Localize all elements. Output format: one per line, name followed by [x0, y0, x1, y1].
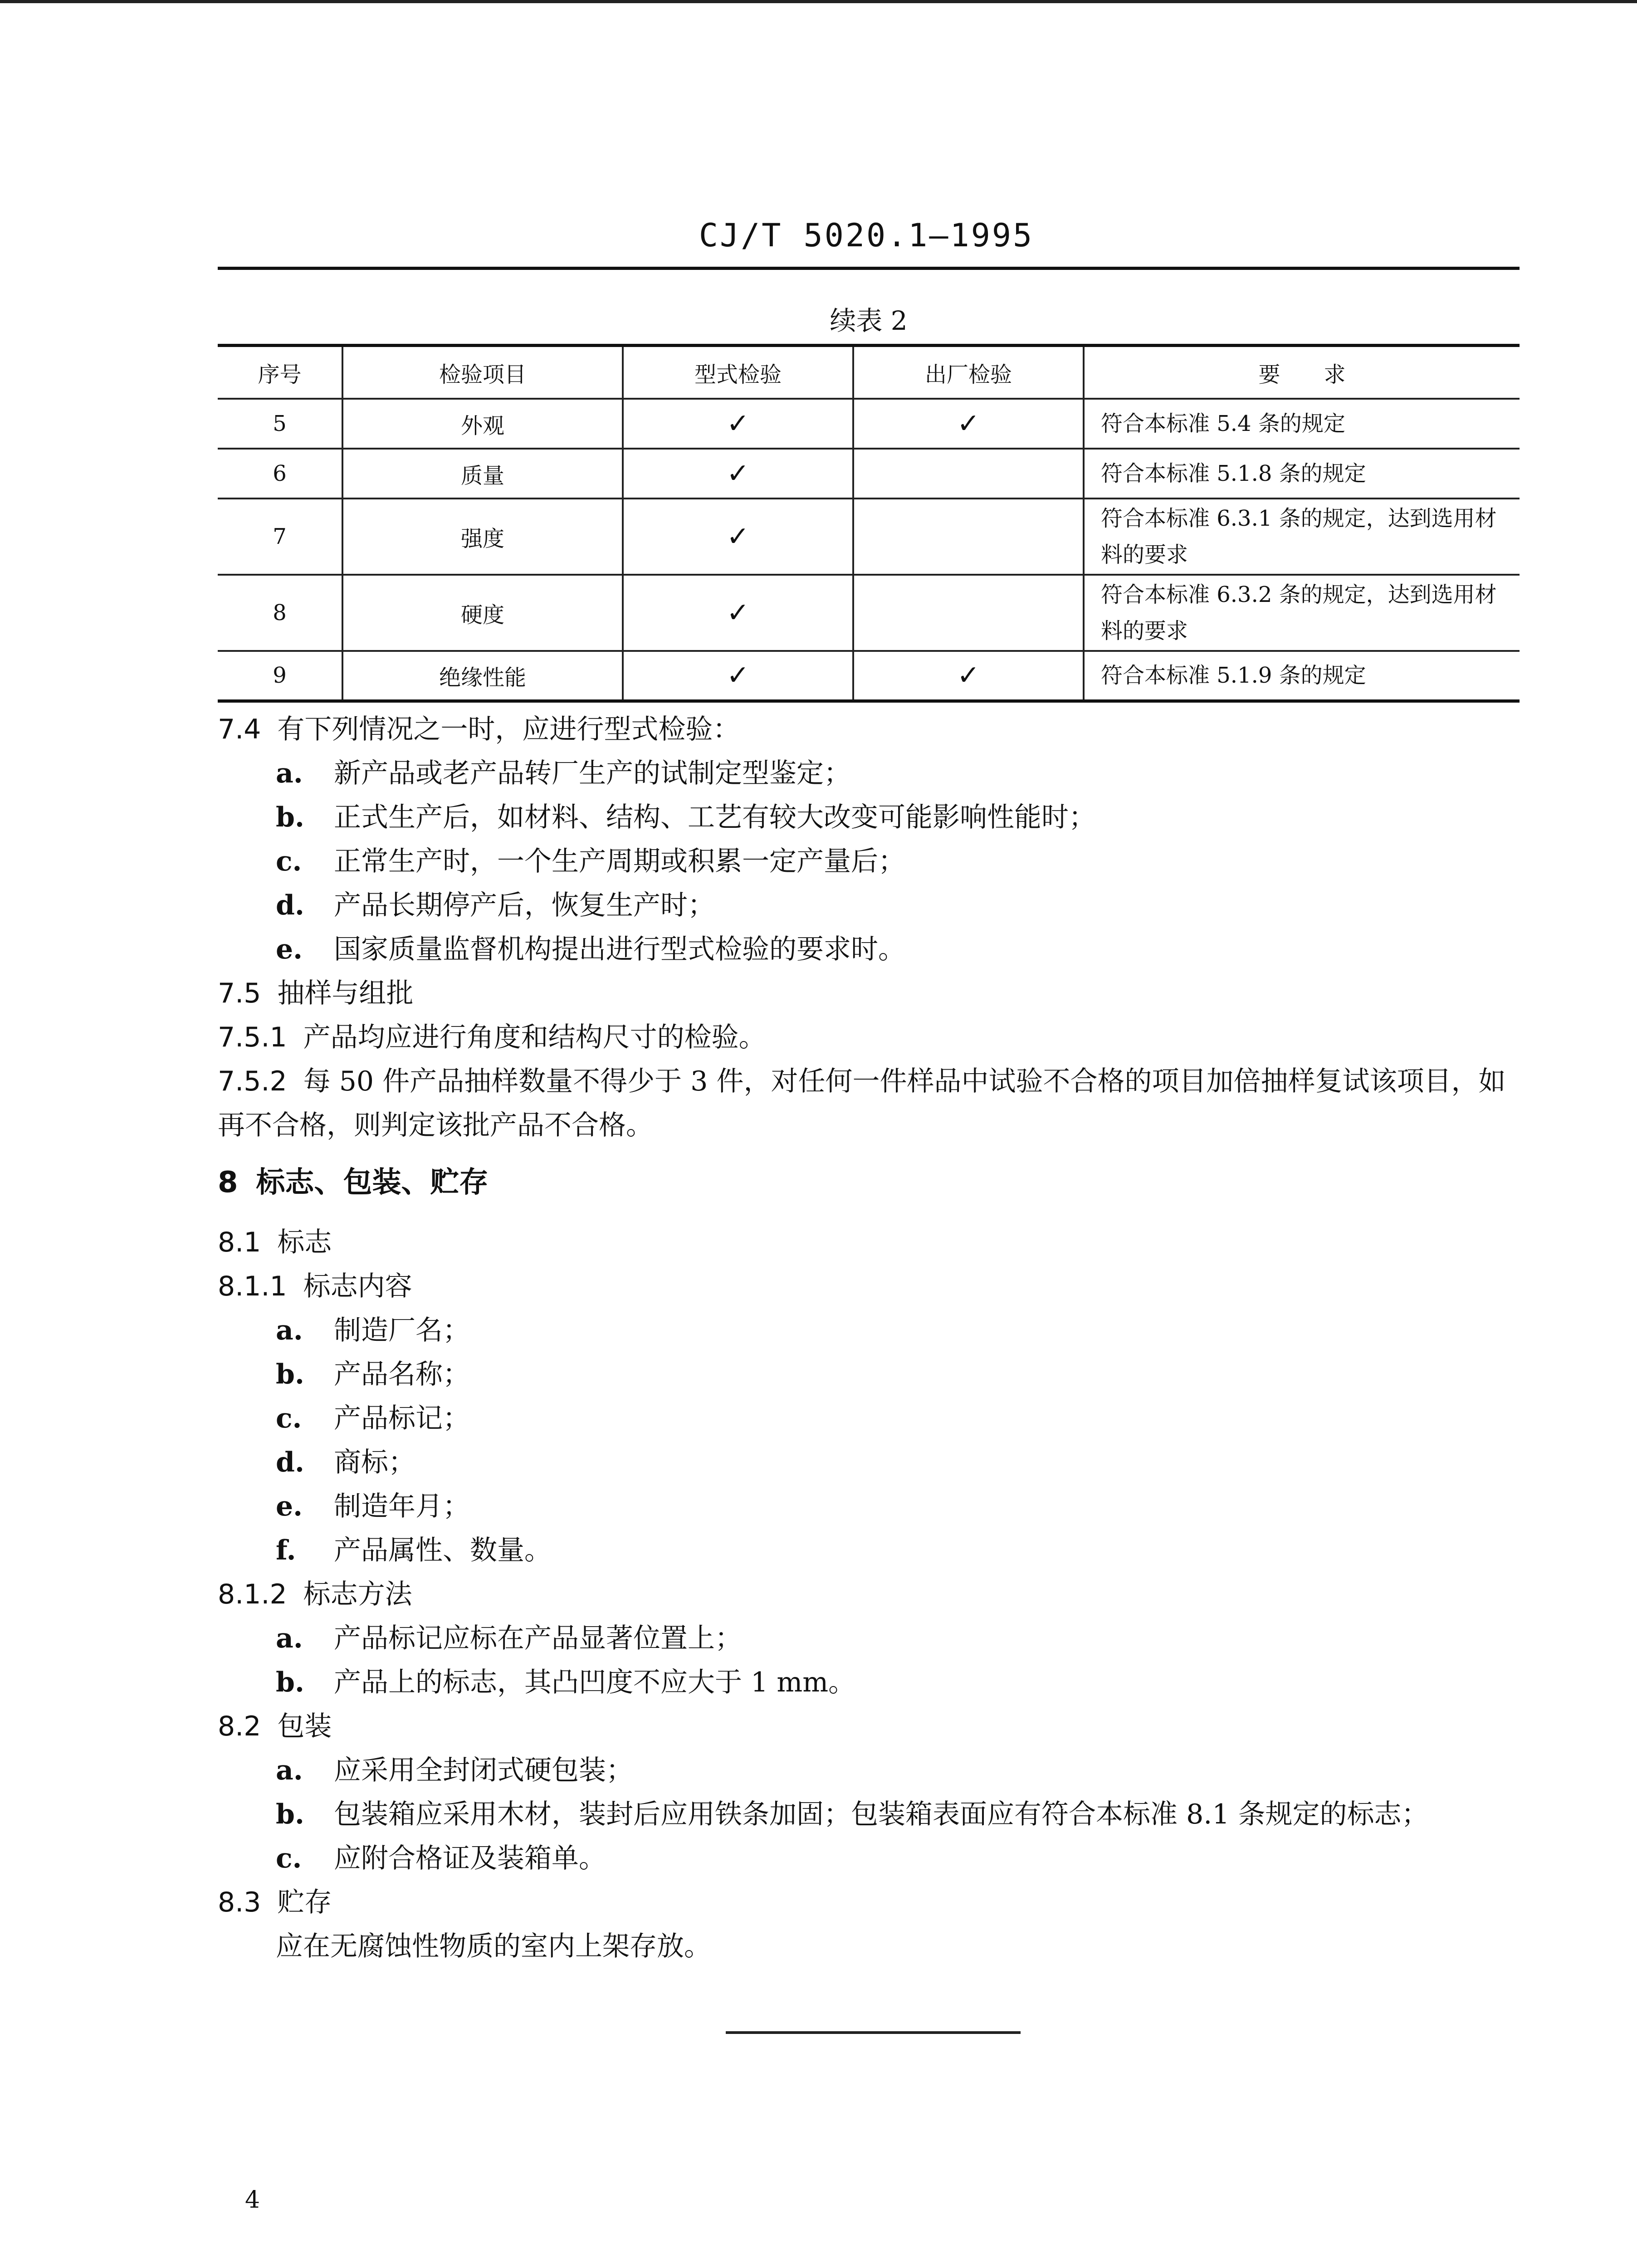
item-text: 国家质量监督机构提出进行型式检验的要求时。: [334, 934, 905, 965]
item-letter: a.: [276, 758, 303, 789]
list-item: [218, 1793, 1520, 1837]
item-letter: a.: [276, 1623, 303, 1654]
cell-type-test: [623, 575, 853, 651]
item-letter: a.: [276, 1315, 303, 1346]
check-mark-icon: ✓: [726, 458, 750, 489]
clause-8-3: [218, 1881, 1520, 1925]
check-mark-icon: ✓: [957, 408, 980, 440]
item-letter: b.: [276, 1667, 304, 1698]
cell-factory-test: [853, 499, 1084, 575]
clause-text: 包装: [277, 1711, 332, 1742]
clause-7-4: [218, 708, 1520, 752]
page-number: 4: [245, 2186, 260, 2214]
header-rule: [218, 267, 1520, 270]
list-item: [218, 1661, 1520, 1705]
list-item: [218, 1749, 1520, 1793]
list-item: [218, 1617, 1520, 1661]
table-header-row: [218, 346, 1520, 399]
item-letter: e.: [276, 1491, 303, 1522]
item-text: 新产品或老产品转厂生产的试制定型鉴定；: [334, 758, 851, 789]
cell-item: 绝缘性能: [342, 651, 623, 701]
item-letter: c.: [276, 846, 302, 877]
section-title: 标志、包装、贮存: [256, 1165, 489, 1199]
clause-number: 8.1: [218, 1227, 261, 1258]
clause-number: 8.2: [218, 1711, 261, 1742]
clause-number: 8.3: [218, 1887, 261, 1918]
item-letter: c.: [276, 1843, 302, 1874]
item-text: 应采用全封闭式硬包装；: [334, 1755, 633, 1786]
clause-8-1: [218, 1221, 1520, 1265]
col-header-no: 序号: [218, 346, 342, 399]
clause-8-2: [218, 1705, 1520, 1749]
clause-text: 贮存: [277, 1887, 332, 1918]
item-letter: d.: [276, 1447, 304, 1478]
item-letter: e.: [276, 934, 303, 965]
document-body: [218, 708, 1520, 1969]
top-border-rule: [0, 0, 1637, 3]
item-letter: a.: [276, 1755, 303, 1786]
list-item: [218, 928, 1520, 972]
cell-item: 强度: [342, 499, 623, 575]
list-item: [218, 884, 1520, 928]
list-item: [218, 1441, 1520, 1485]
clause-number: 8.1.2: [218, 1579, 287, 1610]
cell-item: 外观: [342, 399, 623, 449]
cell-no: 6: [218, 449, 342, 499]
item-text: 产品上的标志，其凸凹度不应大于 1 mm。: [334, 1667, 856, 1698]
list-item: [218, 1353, 1520, 1397]
cell-factory-test: [853, 575, 1084, 651]
cell-factory-test: [853, 399, 1084, 449]
check-mark-icon: ✓: [726, 408, 750, 440]
cell-requirement: 符合本标准 5.1.8 条的规定: [1084, 449, 1520, 499]
item-text: 产品属性、数量。: [334, 1535, 552, 1566]
list-item: [218, 840, 1520, 884]
standard-code-header: CJ/T 5020.1—1995: [699, 217, 1034, 254]
col-header-item: 检验项目: [342, 346, 623, 399]
list-item: [218, 796, 1520, 840]
cell-requirement: 符合本标准 5.1.9 条的规定: [1084, 651, 1520, 701]
table-row: [218, 399, 1520, 449]
item-text: 正式生产后，如材料、结构、工艺有较大改变可能影响性能时；: [334, 802, 1096, 833]
cell-no: 8: [218, 575, 342, 651]
item-text: 产品名称；: [334, 1359, 470, 1390]
item-text: 应附合格证及装箱单。: [334, 1843, 606, 1874]
clause-8-1-1: [218, 1265, 1520, 1309]
list-item: [218, 1485, 1520, 1529]
section-number: 8: [218, 1166, 238, 1199]
check-mark-icon: ✓: [726, 597, 750, 629]
item-letter: c.: [276, 1403, 302, 1434]
clause-text: 有下列情况之一时，应进行型式检验：: [277, 714, 740, 745]
cell-no: 9: [218, 651, 342, 701]
clause-number: 7.5.1: [218, 1022, 287, 1053]
cell-factory-test: [853, 651, 1084, 701]
cell-item: 硬度: [342, 575, 623, 651]
cell-type-test: [623, 449, 853, 499]
clause-number: 8.1.1: [218, 1271, 287, 1302]
list-item: [218, 1529, 1520, 1573]
inspection-table: [218, 344, 1520, 703]
table-row: [218, 449, 1520, 499]
clause-number: 7.5: [218, 978, 261, 1009]
clause-7-5: [218, 972, 1520, 1016]
col-header-requirement: 要 求: [1084, 346, 1520, 399]
clause-8-1-2: [218, 1573, 1520, 1617]
item-text: 正常生产时，一个生产周期或积累一定产量后；: [334, 846, 905, 877]
item-text: 商标；: [334, 1447, 415, 1478]
item-text: 制造厂名；: [334, 1315, 470, 1346]
list-item: [218, 1837, 1520, 1881]
clause-text: 标志方法: [303, 1579, 412, 1610]
item-letter: b.: [276, 1359, 304, 1390]
clause-7-5-2: [218, 1060, 1520, 1148]
cell-no: 7: [218, 499, 342, 575]
list-item: [218, 752, 1520, 796]
cell-type-test: [623, 399, 853, 449]
table-caption: 续表 2: [830, 305, 908, 336]
cell-requirement: 符合本标准 6.3.1 条的规定，达到选用材料的要求: [1084, 499, 1520, 575]
clause-text: 抽样与组批: [277, 978, 414, 1009]
clause-number: 7.5.2: [218, 1066, 287, 1097]
list-item: [218, 1397, 1520, 1441]
item-letter: b.: [276, 802, 304, 833]
clause-text: 标志内容: [303, 1271, 412, 1302]
clause-7-5-1: [218, 1016, 1520, 1060]
item-text: 产品标记应标在产品显著位置上；: [334, 1623, 742, 1654]
item-letter: f.: [276, 1535, 296, 1566]
clause-8-3-body: 应在无腐蚀性物质的室内上架存放。: [276, 1931, 711, 1962]
check-mark-icon: ✓: [726, 660, 750, 692]
item-text: 制造年月；: [334, 1491, 470, 1522]
cell-factory-test: [853, 449, 1084, 499]
cell-no: 5: [218, 399, 342, 449]
cell-type-test: [623, 499, 853, 575]
cell-requirement: 符合本标准 6.3.2 条的规定，达到选用材料的要求: [1084, 575, 1520, 651]
col-header-type-test: 型式检验: [623, 346, 853, 399]
cell-requirement: 符合本标准 5.4 条的规定: [1084, 399, 1520, 449]
clause-text: 产品均应进行角度和结构尺寸的检验。: [303, 1022, 766, 1053]
end-of-text-rule: [726, 2031, 1021, 2034]
item-letter: d.: [276, 890, 304, 921]
table-row: [218, 575, 1520, 651]
item-text: 包装箱应采用木材，装封后应用铁条加固；包装箱表面应有符合本标准 8.1 条规定的标志；: [334, 1799, 1429, 1830]
item-text: 产品标记；: [334, 1403, 470, 1434]
clause-text: 标志: [277, 1227, 332, 1258]
cell-type-test: [623, 651, 853, 701]
col-header-factory-test: 出厂检验: [853, 346, 1084, 399]
check-mark-icon: ✓: [726, 521, 750, 552]
check-mark-icon: ✓: [957, 660, 980, 692]
clause-text: 每 50 件产品抽样数量不得少于 3 件，对任何一件样品中试验不合格的项目加倍抽样复试该项目，如再不合格，则判定该批产品不合格。: [218, 1066, 1506, 1141]
item-letter: b.: [276, 1799, 304, 1830]
table-row: [218, 499, 1520, 575]
item-text: 产品长期停产后，恢复生产时；: [334, 890, 715, 921]
clause-number: 7.4: [218, 714, 261, 745]
table-row: [218, 651, 1520, 701]
cell-item: 质量: [342, 449, 623, 499]
list-item: [218, 1309, 1520, 1353]
section-8-heading: [218, 1160, 1520, 1204]
